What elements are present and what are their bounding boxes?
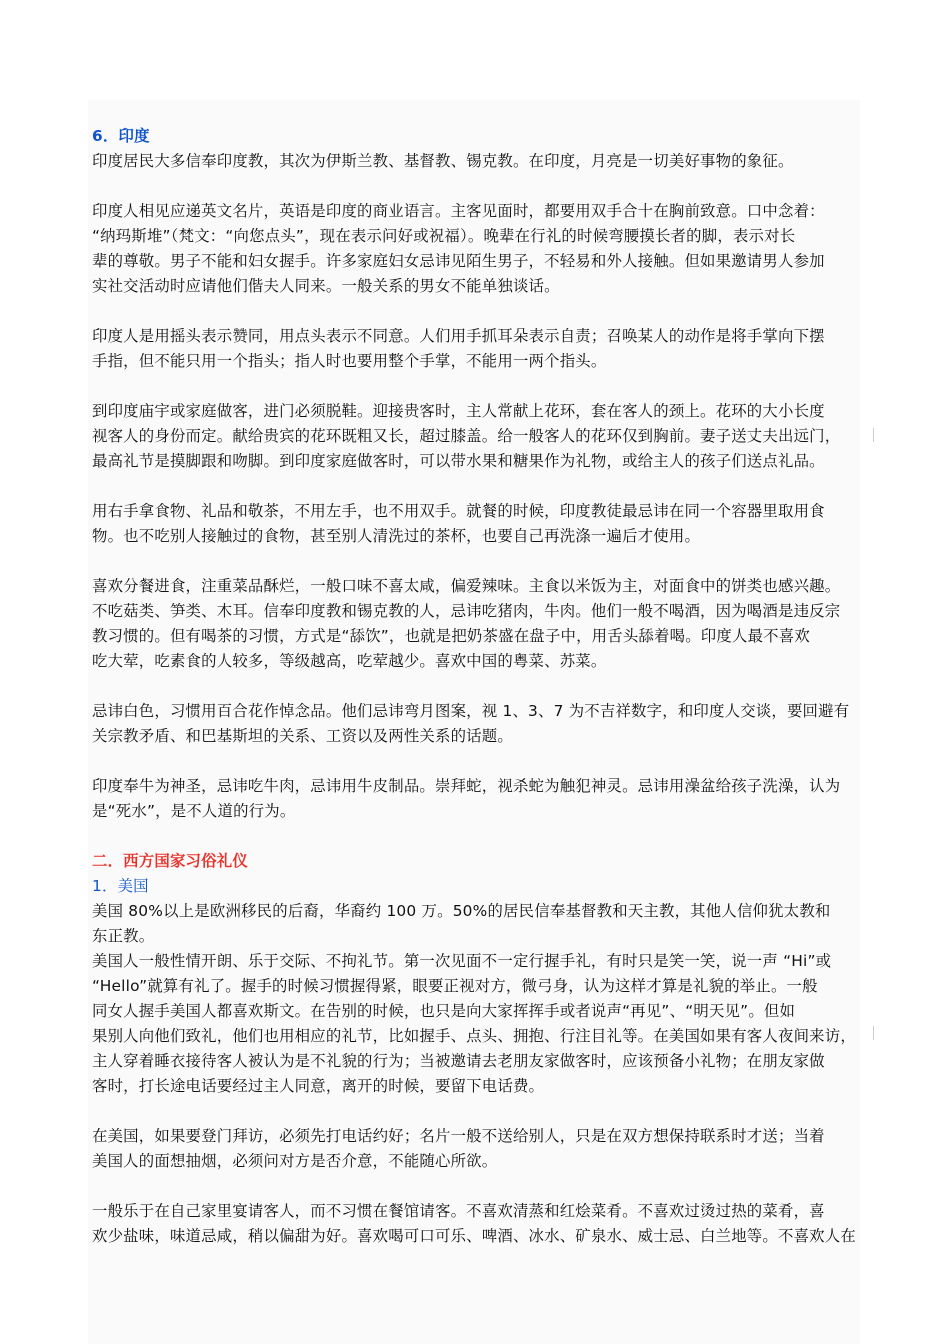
paragraph: [92, 574, 864, 674]
text-line: 主人穿着睡衣接待客人被认为是不礼貌的行为；当被邀请去老朋友家做客时，应该预备小礼物；在朋友家做: [92, 1052, 825, 1070]
paragraph: [92, 149, 864, 174]
text-line: 欢少盐味，味道忌咸，稍以偏甜为好。喜欢喝可口可乐、啤酒、冰水、矿泉水、威士忌、白兰地等。不喜欢人在: [92, 1227, 856, 1245]
text-line: 视客人的身份而定。献给贵宾的花环既粗又长，超过膝盖。给一般客人的花环仅到胸前。妻子送丈夫出远门，: [92, 427, 841, 445]
paragraph: [92, 324, 864, 374]
text-line: 果别人向他们致礼，他们也用相应的礼节，比如握手、点头、拥抱、行注目礼等。在美国如果有客人夜间来访，: [92, 1027, 856, 1045]
text-line: 用右手拿食物、礼品和敬茶，不用左手，也不用双手。就餐的时候，印度教徒最忌讳在同一个容器里取用食: [92, 502, 825, 520]
text-line: 美国人一般性情开朗、乐于交际、不拘礼节。第一次见面不一定行握手礼，有时只是笑一笑，说一声 “Hi”或: [92, 952, 832, 970]
text-line: 物。也不吃别人接触过的食物，甚至别人清洗过的茶杯，也要自己再洗涤一遍后才使用。: [92, 527, 701, 545]
text-line: 同女人握手美国人都喜欢斯文。在告别的时候，也只是向大家挥挥手或者说声“再见”、“明天见”。但如: [92, 1002, 796, 1020]
subsection-heading-usa: 1．美国: [92, 877, 149, 895]
paragraph: [92, 774, 864, 824]
text-line: 手指，但不能只用一个指头；指人时也要用整个手掌，不能用一两个指头。: [92, 352, 607, 370]
text-line: “Hello”就算有礼了。握手的时候习惯握得紧，眼要正视对方，微弓身，认为这样才算是礼貌的举止。一般: [92, 977, 818, 995]
text-line: 吃大荤，吃素食的人较多，等级越高，吃荤越少。喜欢中国的粤菜、苏菜。: [92, 652, 607, 670]
text-line: 教习惯的。但有喝茶的习惯，方式是“舔饮”，也就是把奶茶盛在盘子中，用舌头舔着喝。印度人最不喜欢: [92, 627, 810, 645]
text-line: 一般乐于在自己家里宴请客人，而不习惯在餐馆请客。不喜欢清蒸和红烩菜肴。不喜欢过烫过热的菜肴，喜: [92, 1202, 825, 1220]
text-line: 不吃菇类、笋类、木耳。信奉印度教和锡克教的人，忌讳吃猪肉，牛肉。他们一般不喝酒，因为喝酒是违反宗: [92, 602, 841, 620]
paragraph: [92, 899, 864, 949]
paragraph: [92, 949, 864, 1099]
text-line: 实社交活动时应请他们偕夫人同来。一般关系的男女不能单独谈话。: [92, 277, 560, 295]
section-heading-western: 二．西方国家习俗礼仪: [92, 852, 248, 870]
text-line: 忌讳白色，习惯用百合花作悼念品。他们忌讳弯月图案，视 1、3、7 为不吉祥数字，和印度人交谈，要回避有: [92, 702, 850, 720]
paragraph: [92, 499, 864, 549]
text-line: 印度居民大多信奉印度教，其次为伊斯兰教、基督教、锡克教。在印度，月亮是一切美好事物的象征。: [92, 152, 794, 170]
text-line: 到印度庙宇或家庭做客，进门必须脱鞋。迎接贵客时，主人常献上花环，套在客人的颈上。花环的大小长度: [92, 402, 825, 420]
paragraph: [92, 1199, 864, 1249]
paragraph: [92, 399, 864, 474]
text-line: 印度人是用摇头表示赞同，用点头表示不同意。人们用手抓耳朵表示自责；召唤某人的动作是将手掌向下摆: [92, 327, 825, 345]
edge-mark: [873, 1026, 874, 1040]
edge-mark: [873, 428, 874, 442]
text-line: 最高礼节是摸脚跟和吻脚。到印度家庭做客时，可以带水果和糖果作为礼物，或给主人的孩子们送点礼品。: [92, 452, 825, 470]
text-line: 是“死水”，是不人道的行为。: [92, 802, 296, 820]
text-line: 美国 80%以上是欧洲移民的后裔，华裔约 100 万。50%的居民信奉基督教和天主教，其他人信仰犹太教和: [92, 902, 831, 920]
paragraph: [92, 1124, 864, 1174]
text-line: 美国人的面想抽烟，必须问对方是否介意，不能随心所欲。: [92, 1152, 498, 1170]
text-line: 关宗教矛盾、和巴基斯坦的关系、工资以及两性关系的话题。: [92, 727, 513, 745]
text-line: 东正教。: [92, 927, 155, 945]
text-line: 客时，打长途电话要经过主人同意，离开的时候，要留下电话费。: [92, 1077, 545, 1095]
text-line: “纳玛斯堆”（梵文：“向您点头”，现在表示问好或祝福）。晚辈在行礼的时候弯腰摸长者的脚，表示对长: [92, 227, 796, 245]
section-heading-india: 6．印度: [92, 127, 150, 145]
text-line: 印度人相见应递英文名片，英语是印度的商业语言。主客见面时，都要用双手合十在胸前致意。口中念着：: [92, 202, 825, 220]
document-body: [92, 124, 864, 1249]
paragraph: [92, 199, 864, 299]
text-line: 印度奉牛为神圣，忌讳吃牛肉，忌讳用牛皮制品。崇拜蛇，视杀蛇为触犯神灵。忌讳用澡盆给孩子洗澡，认为: [92, 777, 841, 795]
text-line: 辈的尊敬。男子不能和妇女握手。许多家庭妇女忌讳见陌生男子，不轻易和外人接触。但如果邀请男人参加: [92, 252, 825, 270]
text-line: 在美国，如果要登门拜访，必须先打电话约好；名片一般不送给别人，只是在双方想保持联系时才送；当着: [92, 1127, 825, 1145]
paragraph: [92, 699, 864, 749]
text-line: 喜欢分餐进食，注重菜品酥烂，一般口味不喜太咸，偏爱辣味。主食以米饭为主，对面食中的饼类也感兴趣。: [92, 577, 841, 595]
